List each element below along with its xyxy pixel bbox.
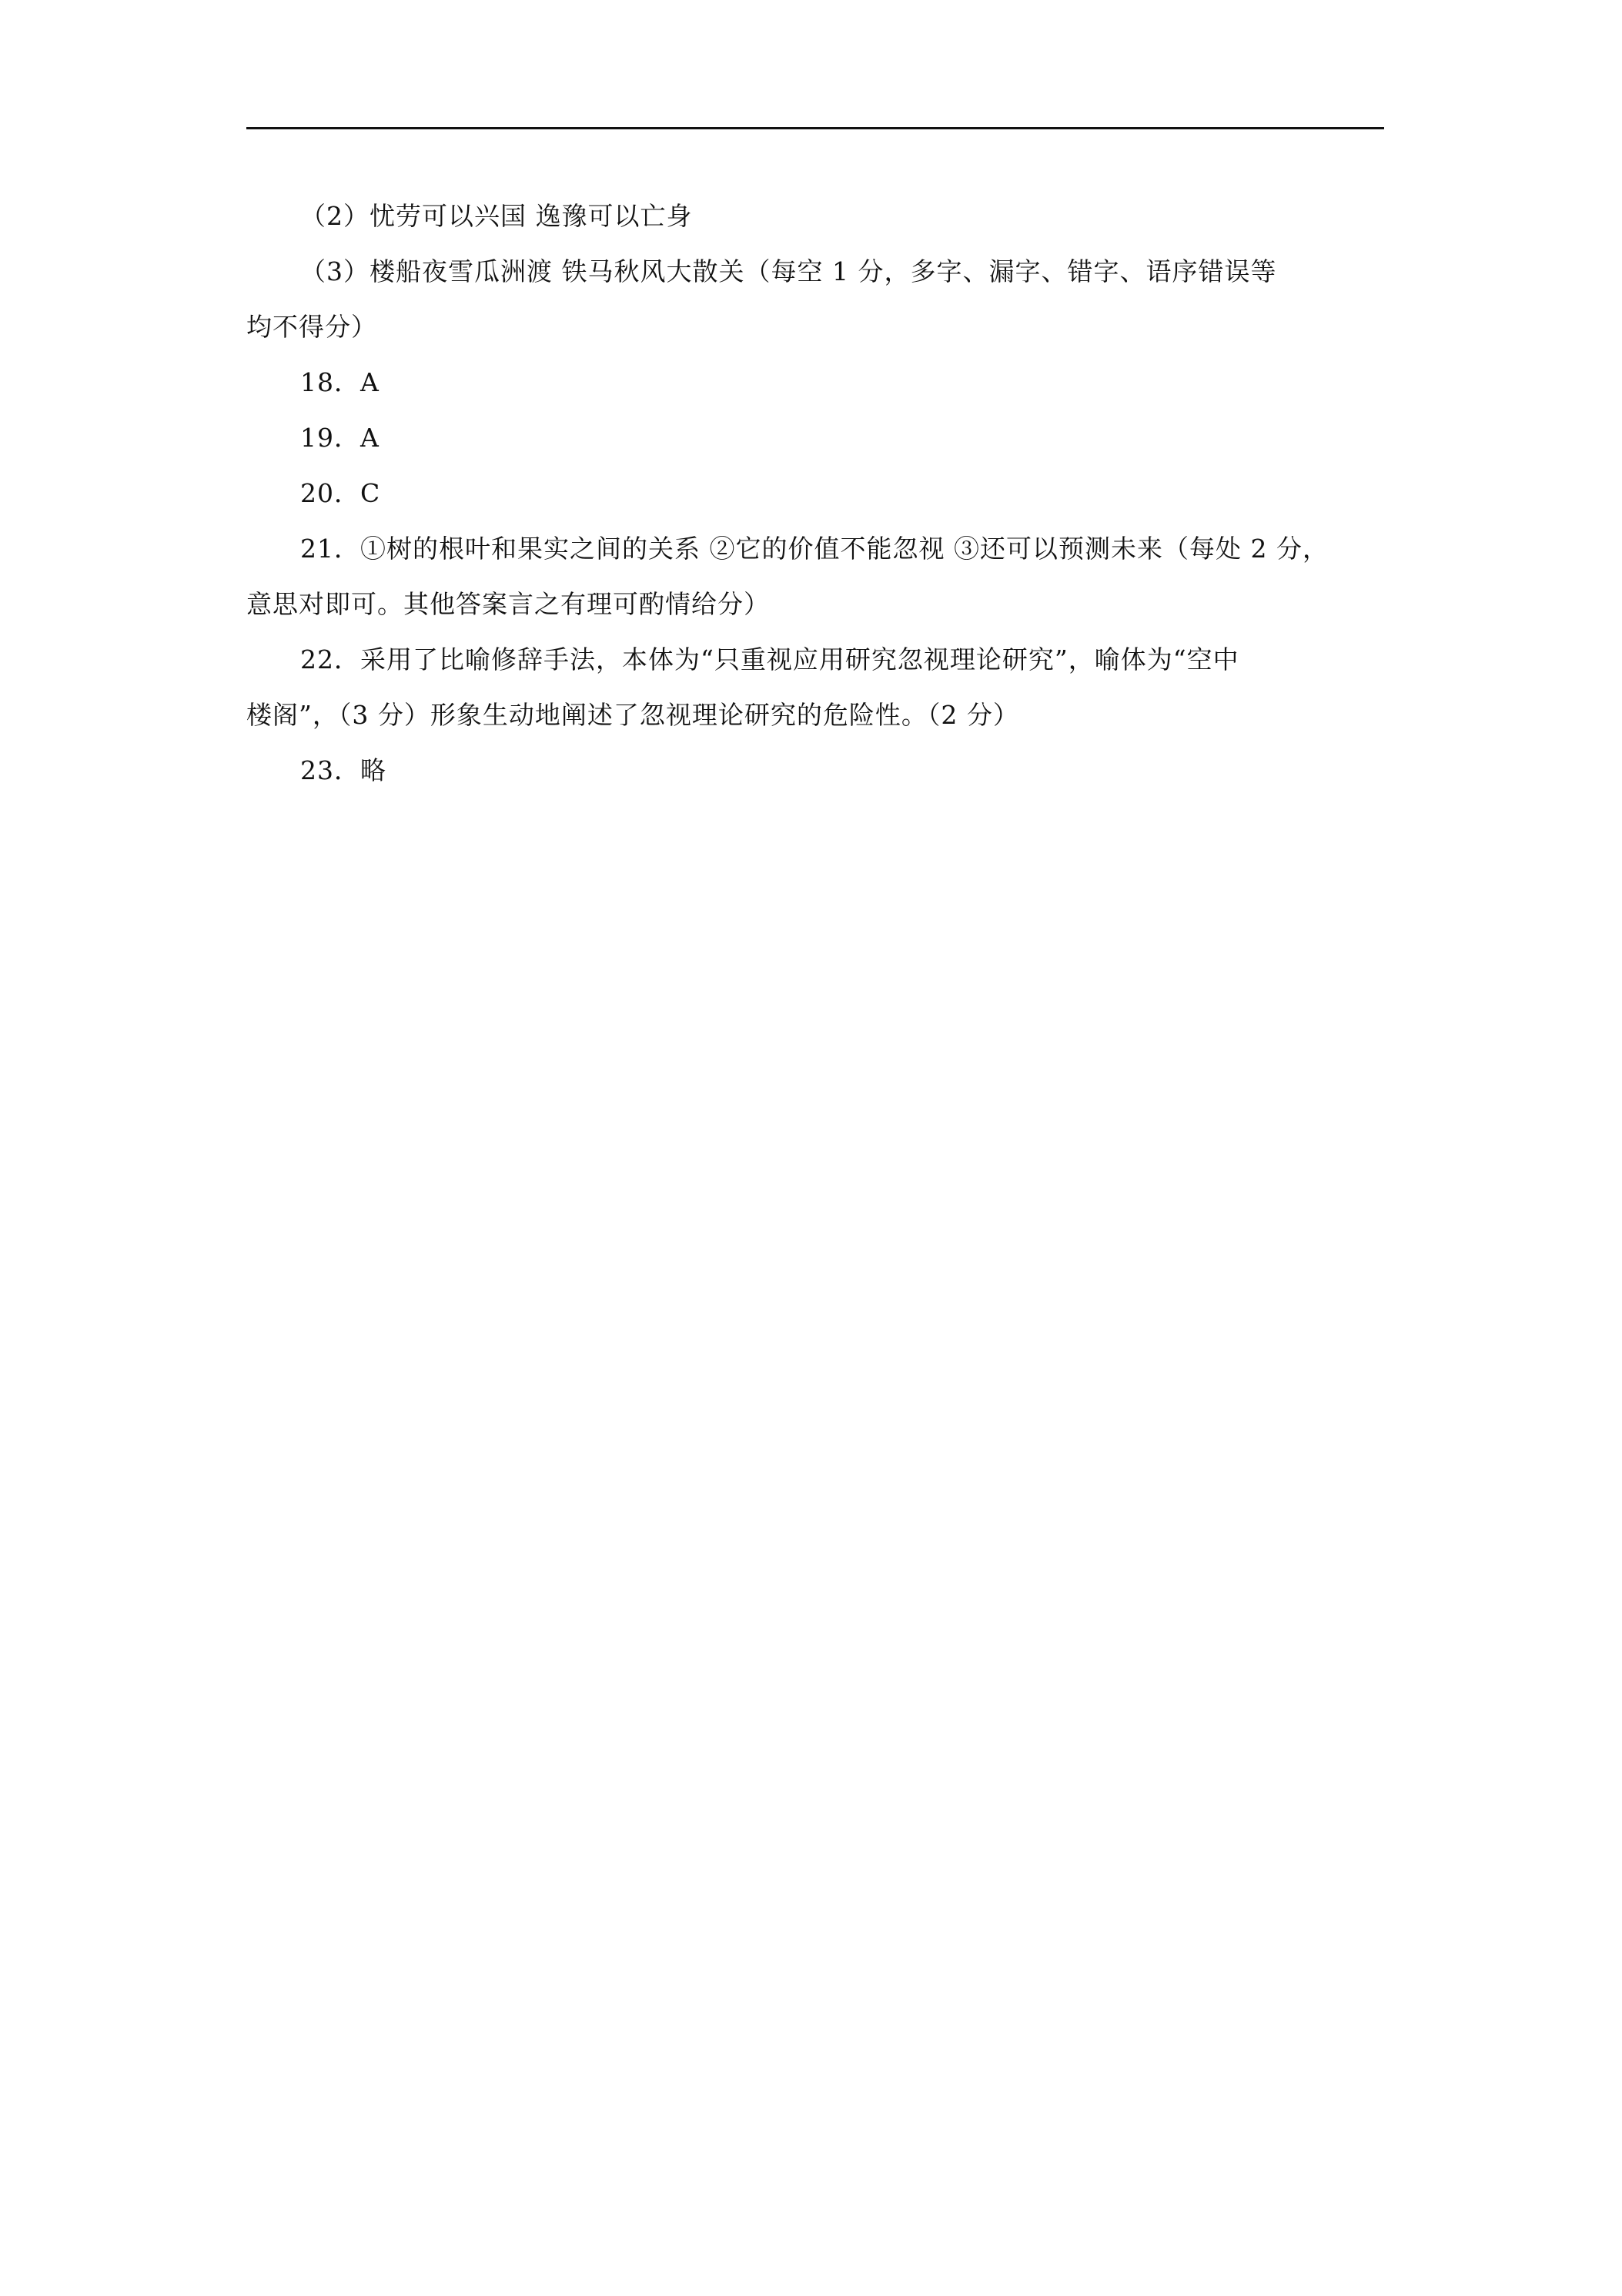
- answer-line-3: （3）楼船夜雪瓜洲渡 铁马秋风大散关（每空 1 分，多字、漏字、错字、语序错误等: [300, 256, 1277, 286]
- answer-line-3-cont: 均不得分）: [246, 312, 377, 342]
- answer-19: 19．A: [300, 423, 380, 453]
- answer-23: 23．略: [300, 755, 386, 785]
- answer-21: 21．①树的根叶和果实之间的关系 ②它的价值不能忽视 ③还可以预测未来（每处 2 分，: [300, 534, 1329, 564]
- answer-line-2: （2）忧劳可以兴国 逸豫可以亡身: [300, 201, 693, 231]
- answer-18: 18．A: [300, 367, 380, 397]
- answer-22: 22．采用了比喻修辞手法，本体为“只重视应用研究忽视理论研究”，喻体为“空中: [300, 644, 1239, 674]
- answer-20: 20．C: [300, 478, 381, 508]
- answer-21-cont: 意思对即可。其他答案言之有理可酌情给分）: [246, 589, 770, 619]
- answer-22-cont: 楼阁”，（3 分）形象生动地阐述了忽视理论研究的危险性。（2 分）: [246, 700, 1019, 730]
- document-body: [246, 189, 1384, 798]
- header-rule: [246, 127, 1384, 129]
